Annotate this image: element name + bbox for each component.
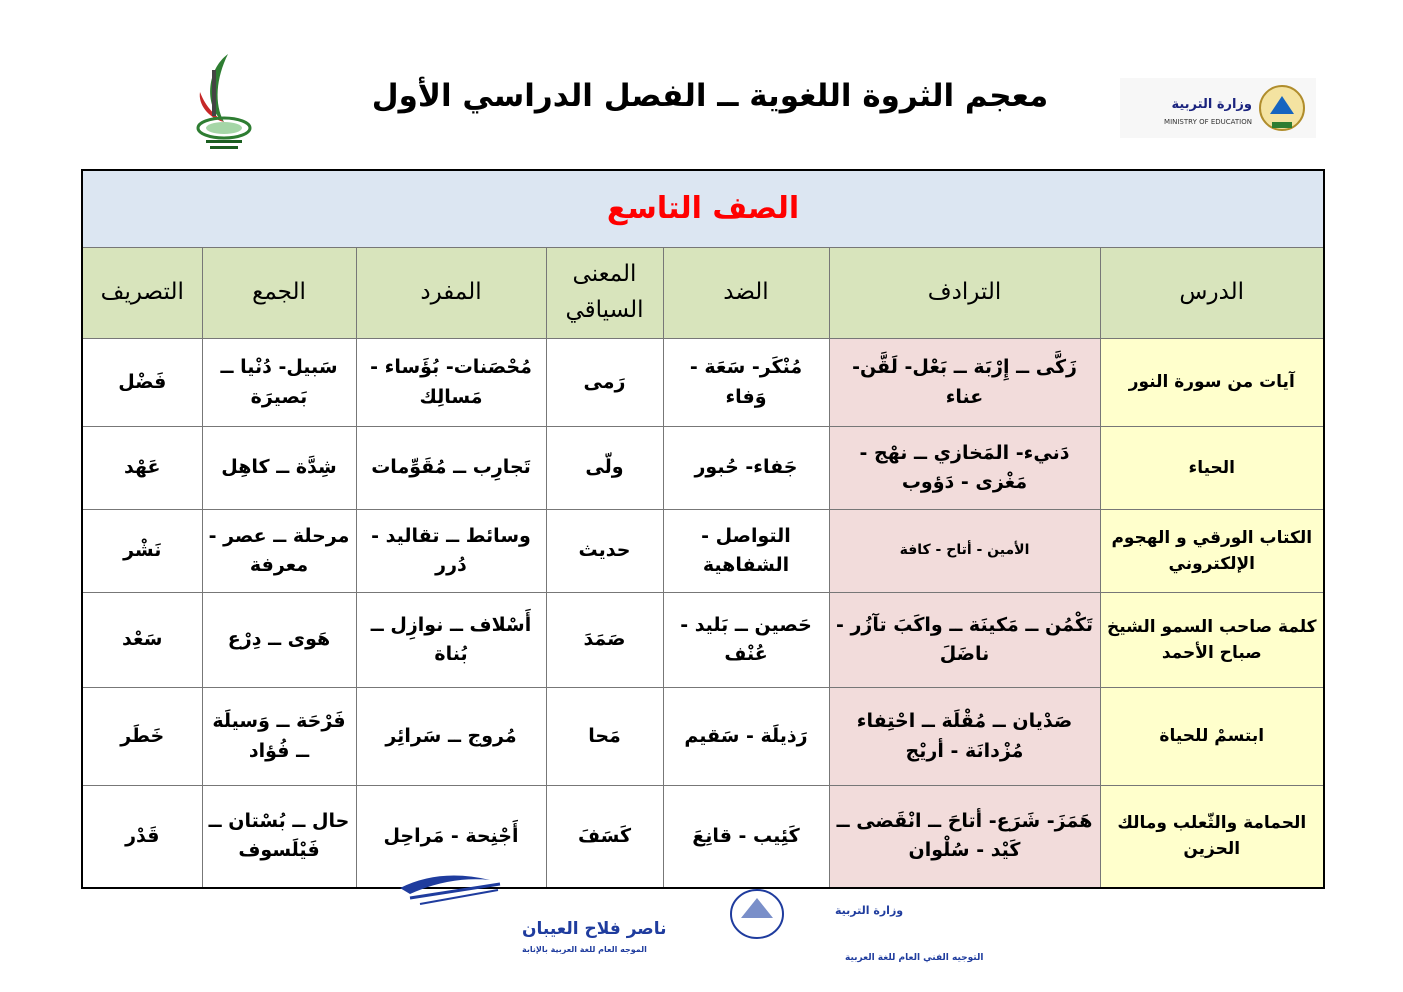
synonyms-cell: صَدْيان ــ مُقْلَة ــ احْتِفاء مُزْدانَة - أريْج [829,688,1100,786]
department-stamp [685,878,984,983]
lesson-cell: كلمة صاحب السمو الشيخ صباح الأحمد [1100,593,1324,688]
lesson-cell: الكتاب الورقي و الهجوم الإلكتروني [1100,510,1324,593]
contextual-cell: حديث [546,510,663,593]
signature-stamp [380,868,667,973]
singular-cell: أَسْلاف ــ نوازِل ــ بُناة [356,593,546,688]
conjugation-cell: نَشْر [82,510,202,593]
synonyms-cell: تَكْمُن ــ مَكينَة ــ واكَبَ تآزُر - ناضَلَ [829,593,1100,688]
synonyms-cell: دَنيء- المَخازي ــ نهْج - مَغْزى - دَؤوب [829,427,1100,510]
col-header-plural: الجمع [202,248,356,339]
col-header-singular: المفرد [356,248,546,339]
plural-cell: حال ــ بُسْتان ــ فَيْلَسوف [202,786,356,888]
plural-cell: هَوى ــ دِرْع [202,593,356,688]
contextual-cell: ولّى [546,427,663,510]
svg-text:وزارة التربية: وزارة التربية [835,904,904,917]
singular-cell: مُحْصَنات- بُؤَساء - مَسالِك [356,339,546,427]
svg-text:MINISTRY OF EDUCATION: MINISTRY OF EDUCATION [1164,118,1252,126]
plural-cell: شِدَّة ــ كاهِل [202,427,356,510]
svg-text:وزارة التربية: وزارة التربية [1171,97,1252,112]
antonym-cell: جَفاء- حُبور [663,427,829,510]
antonym-cell: رَذيلَة - سَقيم [663,688,829,786]
singular-cell: مُروج ــ سَرائِر [356,688,546,786]
table-row [82,786,1324,888]
conjugation-cell: عَهْد [82,427,202,510]
plural-cell: فَرْحَة ــ وَسيلَة ــ فُؤاد [202,688,356,786]
plural-cell: مرحلة ــ عصر - معرفة [202,510,356,593]
svg-text:التوجيه الفني العام للغة العرب: التوجيه الفني العام للغة العربية [845,953,984,963]
singular-cell: وسائط ــ تقاليد - دُرر [356,510,546,593]
lesson-cell: الحياء [1100,427,1324,510]
col-header-contextual: المعنى السياقي [546,248,663,339]
conjugation-cell: فَضْل [82,339,202,427]
table-row [82,593,1324,688]
contextual-cell: صَمَدَ [546,593,663,688]
contextual-cell: كَسَفَ [546,786,663,888]
lesson-cell: الحمامة والثّعلب ومالك الحزين [1100,786,1324,888]
conjugation-cell: قَدْر [82,786,202,888]
antonym-cell: التواصل - الشفاهية [663,510,829,593]
singular-cell: تَجارِب ــ مُقَوِّمات [356,427,546,510]
antonym-cell: حَصين ــ بَليد - عُنْف [663,593,829,688]
col-header-antonym: الضد [663,248,829,339]
svg-text:ناصر فلاح العيبان: ناصر فلاح العيبان [522,919,667,939]
antonym-cell: كَئِيب - قانِعَ [663,786,829,888]
vocabulary-table [81,169,1325,889]
table-row [82,339,1324,427]
synonyms-cell: زَكَّى ــ إِرْبَة ــ بَعْل- لَقَّن- عناء [829,339,1100,427]
plural-cell: سَبيل- دُنْيا ــ بَصيرَة [202,339,356,427]
antonym-cell: مُنْكَر- سَعَة - وَفاء [663,339,829,427]
table-row [82,688,1324,786]
singular-cell: أَجْنِحة - مَراحِل [356,786,546,888]
contextual-cell: مَحا [546,688,663,786]
page-title: معجم الثروة اللغوية ــ الفصل الدراسي الأول [371,78,1049,114]
conjugation-cell: خَطَر [82,688,202,786]
conjugation-cell: سَعْد [82,593,202,688]
synonyms-cell: الأمين - أتاح - كافة [829,510,1100,593]
ministry-logo [1120,78,1316,138]
table-row [82,510,1324,593]
lesson-cell: ابتسمْ للحياة [1100,688,1324,786]
col-header-conjugation: التصريف [82,248,202,339]
lesson-cell: آيات من سورة النور [1100,339,1324,427]
contextual-cell: رَمى [546,339,663,427]
grade-title: الصف التاسع [82,170,1324,248]
table-row [82,427,1324,510]
svg-text:الموجه العام للغة العربية بالإ: الموجه العام للغة العربية بالإنابة [522,945,647,954]
col-header-synonyms: الترادف [829,248,1100,339]
department-logo [188,48,260,160]
synonyms-cell: هَمَزَ- شَرَع- أتاحَ ــ انْقَضى ــ كَيْد - سُلْوان [829,786,1100,888]
col-header-lesson: الدرس [1100,248,1324,339]
